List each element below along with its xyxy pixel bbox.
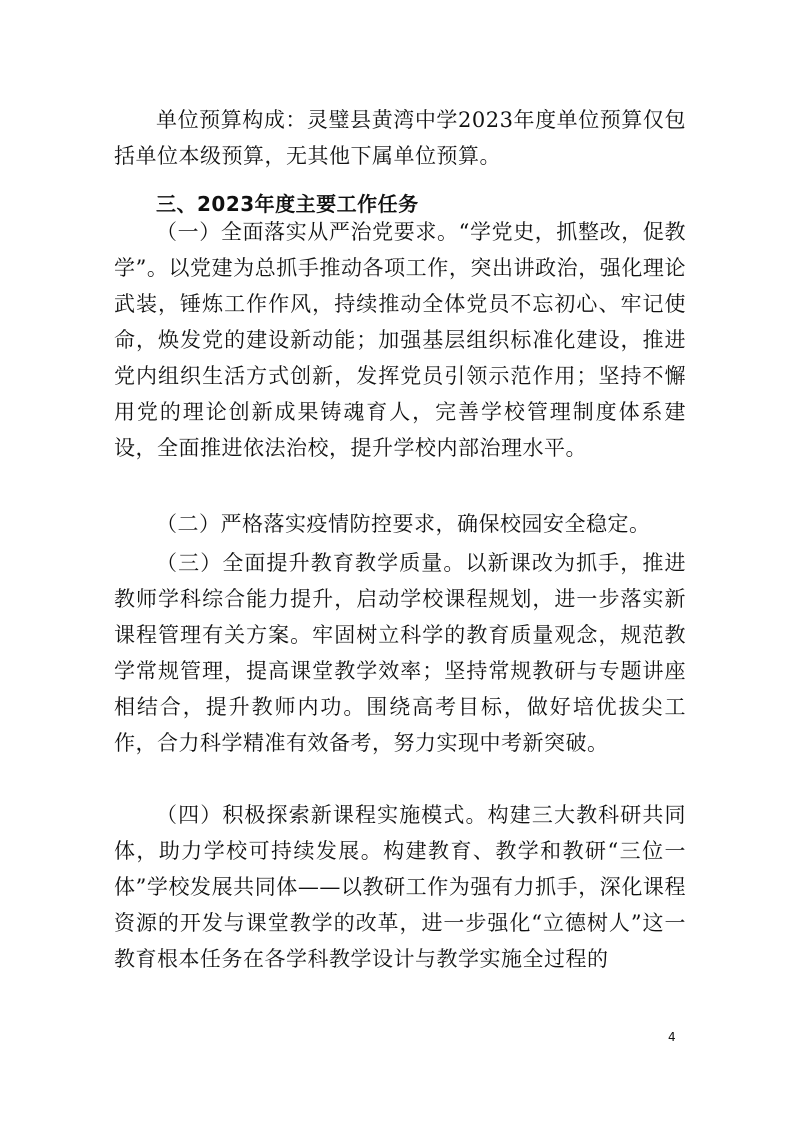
section-heading: 三、2023年度主要工作任务 — [156, 192, 419, 216]
task-paragraph-1: （一）全面落实从严治党要求。“学党史，抓整改，促教学”。以党建为总抓手推动各项工作，突出讲政治，强化理论武装，锤炼工作作风，持续推动全体党员不忘初心、牢记使命，焕发党的建设新动能；加强基层组织标准化建设，推进党内组织生活方式创新，发挥党员引领示范作用；坚持不懈用党的理论创新成果铸魂育人，完善学校管理制度体系建设，全面推进依法治校，提升学校内部治理水平。 — [114, 220, 686, 460]
task-paragraph-4: （四）积极探索新课程实施模式。构建三大教科研共同体，助力学校可持续发展。构建教育、教学和教研“三位一体”学校发展共同体——以教研工作为强有力抓手，深化课程资源的开发与课堂教学的改革，进一步强化“立德树人”这一教育根本任务在各学科教学设计与教学实施全过程的 — [114, 803, 686, 971]
page-number: 4 — [668, 1030, 676, 1044]
budget-composition-paragraph: 单位预算构成：灵璧县黄湾中学2023年度单位预算仅包括单位本级预算，无其他下属单位预算。 — [114, 108, 686, 168]
task-paragraph-3: （三）全面提升教育教学质量。以新课改为抓手，推进教师学科综合能力提升，启动学校课程规划，进一步落实新课程管理有关方案。牢固树立科学的教育质量观念，规范教学常规管理，提高课堂教学效率；坚持常规教研与专题讲座相结合，提升教师内功。围绕高考目标，做好培优拔尖工作，合力科学精准有效备考，努力实现中考新突破。 — [114, 551, 686, 755]
task-paragraph-2: （二）严格落实疫情防控要求，确保校园安全稳定。 — [156, 512, 651, 536]
